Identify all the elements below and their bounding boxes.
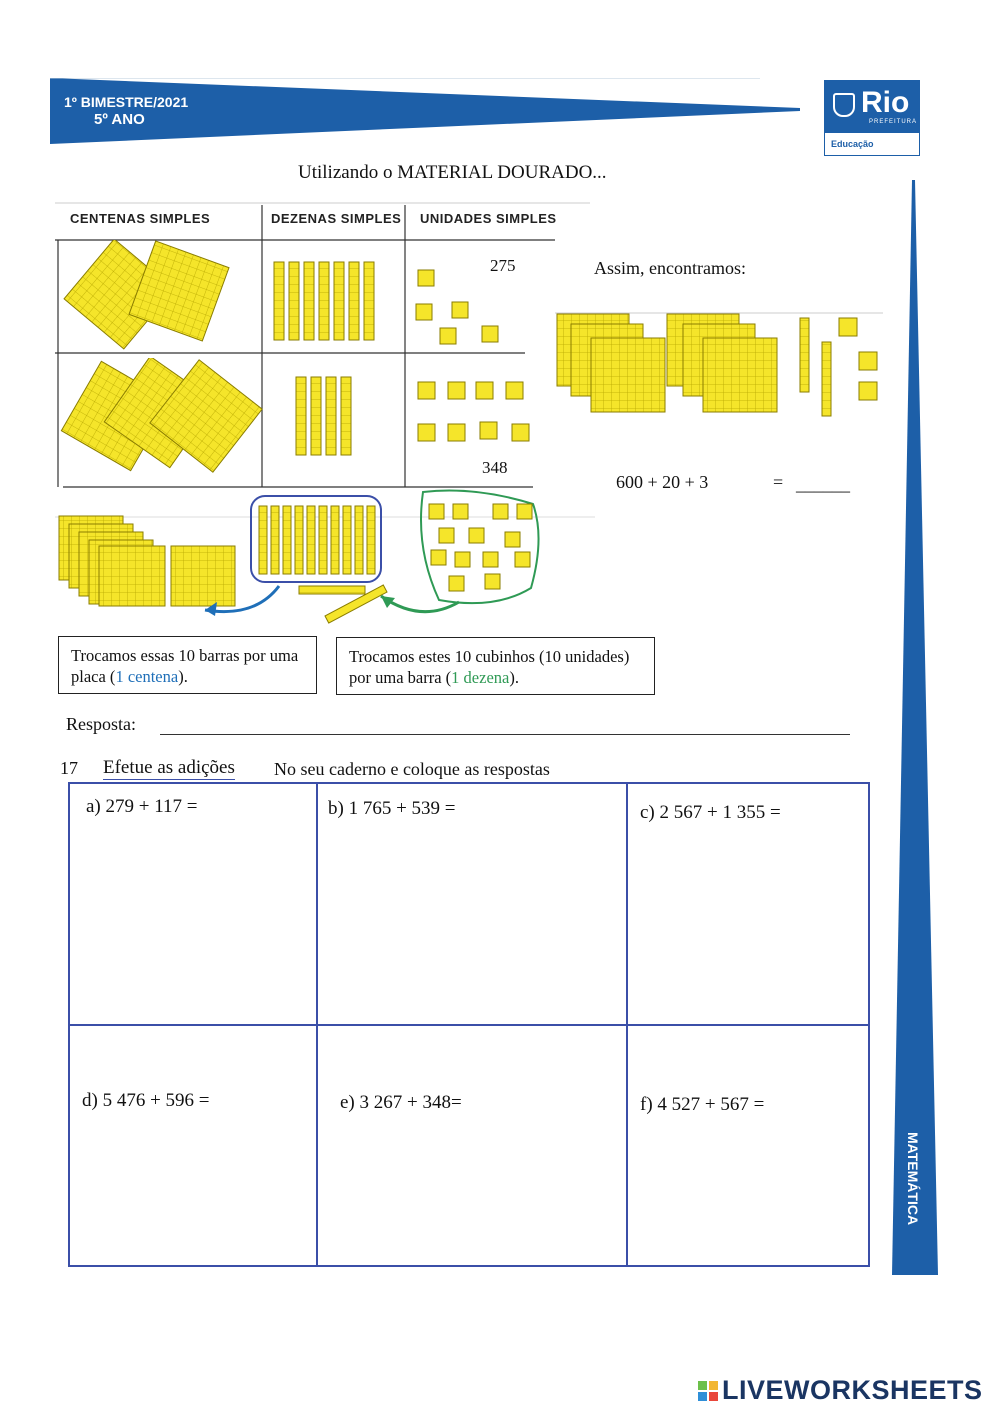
result-blocks	[555, 312, 885, 422]
side-bar	[890, 180, 940, 1280]
row1-rods	[270, 260, 390, 342]
row2-number: 348	[482, 458, 508, 477]
row2-rods	[290, 375, 360, 457]
header-grade: 5º ANO	[94, 111, 145, 128]
header-dezenas: DEZENAS SIMPLES	[271, 211, 402, 226]
page-title: Utilizando o MATERIAL DOURADO...	[298, 162, 607, 183]
side-label-text: MATEMÁTICA	[905, 1132, 921, 1226]
resposta-label: Resposta:	[66, 714, 136, 734]
header-bimester: 1º BIMESTRE/2021	[64, 94, 189, 110]
rio-logo	[824, 80, 920, 156]
exercise-title: Efetue as adições	[103, 757, 235, 778]
logo-education: Educação	[831, 139, 874, 149]
logo-subtitle: PREFEITURA	[869, 119, 918, 125]
liveworksheets-text: LIVEWORKSHEETS	[722, 1375, 983, 1405]
answer-grid	[68, 782, 870, 1267]
resposta-line[interactable]	[160, 734, 850, 735]
note-dezena-highlight: 1 dezena	[451, 668, 510, 687]
header-text	[64, 94, 188, 128]
header-unidades: UNIDADES SIMPLES	[420, 211, 557, 226]
result-equation: 600 + 20 + 3	[616, 472, 709, 492]
result-label: Assim, encontramos:	[594, 258, 746, 278]
result-blank[interactable]: ______	[796, 474, 850, 494]
note-centena	[58, 636, 317, 694]
note-centena-text: Trocamos essas 10 barras por uma placa (	[71, 646, 299, 686]
exchange-illustration	[55, 488, 600, 628]
problem-b[interactable]: b) 1 765 + 539 =	[328, 798, 456, 819]
header-centenas: CENTENAS SIMPLES	[70, 211, 211, 226]
result-equals: =	[773, 472, 784, 492]
note-dezena-text: Trocamos estes 10 cubinhos (10 unidades) por uma barra (	[349, 647, 630, 687]
problem-e[interactable]: e) 3 267 + 348=	[340, 1092, 462, 1113]
exercise-number: 17	[60, 758, 78, 778]
note-centena-highlight: 1 centena	[115, 667, 179, 686]
problem-c[interactable]: c) 2 567 + 1 355 =	[640, 802, 781, 823]
problem-a[interactable]: a) 279 + 117 =	[86, 796, 198, 817]
row2-plates	[58, 358, 263, 483]
logo-word: Rio	[861, 86, 910, 119]
crest-icon	[833, 93, 855, 117]
liveworksheets-icon	[698, 1381, 718, 1401]
note-dezena-end: ).	[509, 668, 519, 687]
row1-plates	[60, 240, 260, 352]
row2-cubes	[412, 378, 542, 448]
problem-f[interactable]: f) 4 527 + 567 =	[640, 1094, 765, 1115]
liveworksheets-logo	[698, 1375, 983, 1406]
row1-number: 275	[490, 256, 516, 275]
exercise-instruction: No seu caderno e coloque as respostas	[274, 759, 550, 779]
note-centena-end: ).	[178, 667, 188, 686]
note-dezena	[336, 637, 655, 695]
problem-d[interactable]: d) 5 476 + 596 =	[82, 1090, 210, 1111]
side-label	[894, 1130, 934, 1240]
